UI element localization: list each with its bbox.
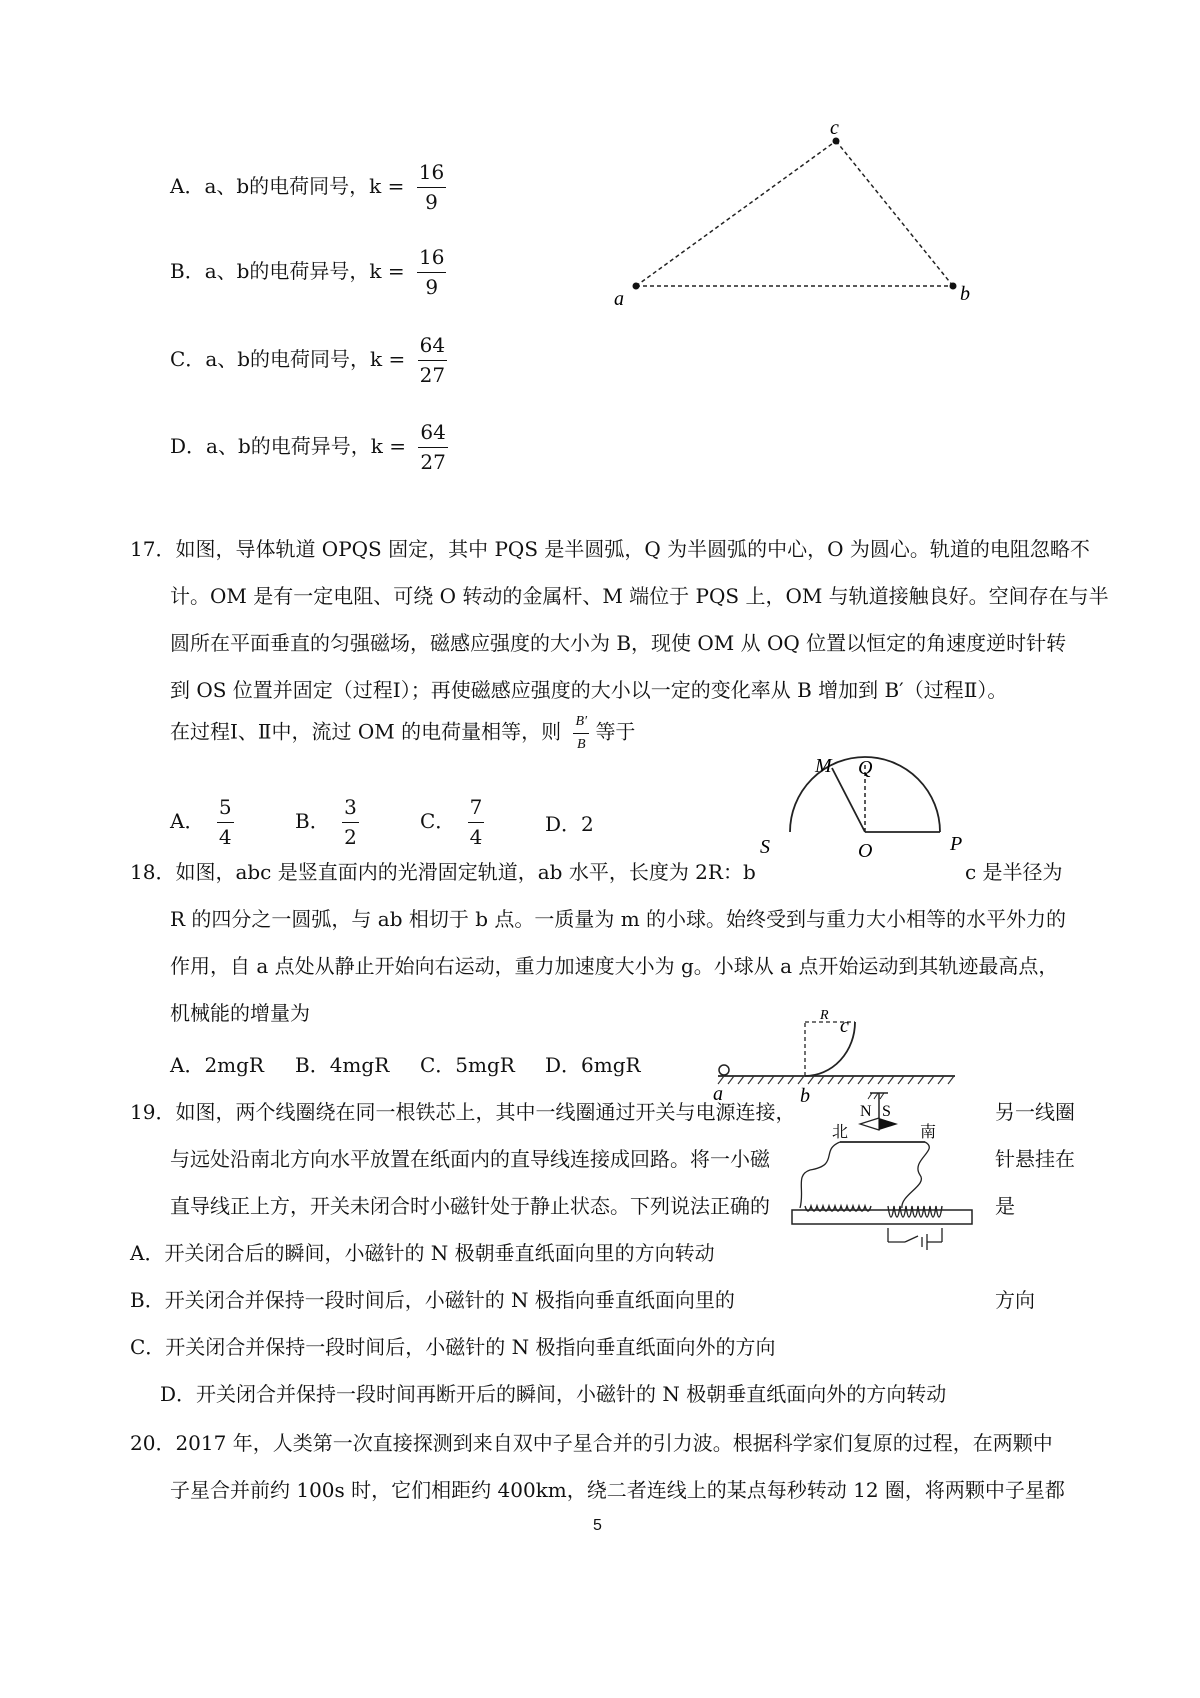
q17-option-b: B． $\frac{3}{2}$ <box>295 795 357 849</box>
q17-semicircle-figure <box>760 755 963 862</box>
point-c-label-18: c <box>840 1015 849 1037</box>
q19-line-3-right: 是 <box>995 1194 1015 1218</box>
q17-line-1: 17．如图，导体轨道 OPQS 固定，其中 PQS 是半圆弧，Q 为半圆弧的中心，O 为圆心。轨道的电阻忽略不 <box>130 537 1090 561</box>
q19-option-d: D．开关闭合并保持一段时间再断开后的瞬间，小磁针的 N 极朝垂直纸面向外的方向转动 <box>160 1382 947 1406</box>
q17-line-5: 在过程Ⅰ、Ⅱ中，流过 OM 的电荷量相等，则 $\frac{B'}{B}$ 等于 <box>170 714 636 752</box>
q16-option-d: D．a、b的电荷异号，k = $\frac{64}{27}$ <box>170 420 446 474</box>
page-number: 5 <box>593 1517 602 1534</box>
south-label: 南 <box>920 1124 937 1141</box>
q19-line-2-right: 针悬挂在 <box>995 1147 1075 1171</box>
q19-coil-figure <box>780 1090 980 1265</box>
point-m-label: M <box>815 755 832 777</box>
needle-n-label: N <box>860 1103 872 1120</box>
q16-triangle-figure <box>600 117 980 340</box>
q19-line-2-left: 与远处沿南北方向水平放置在纸面内的直导线连接成回路。将一小磁 <box>170 1147 770 1171</box>
q18-line-2: R 的四分之一圆弧，与 ab 相切于 b 点。一质量为 m 的小球。始终受到与重力大小相等的水平外力的 <box>170 907 1067 931</box>
q16-option-a: A．a、b的电荷同号，k = $\frac{16}{9}$ <box>170 160 445 214</box>
q18-line-1-left: 18．如图，abc 是竖直面内的光滑固定轨道，ab 水平，长度为 2R：b <box>130 860 756 884</box>
q18-line-1-right: c 是半径为 <box>965 860 1063 884</box>
q18-option-a: A．2mgR <box>170 1053 264 1077</box>
q17-option-c: C． $\frac{7}{4}$ <box>420 795 483 849</box>
q17-option-d: D．2 <box>545 812 594 836</box>
point-a-label: a <box>614 288 624 310</box>
north-label: 北 <box>832 1124 849 1141</box>
q17-line-3: 圆所在平面垂直的匀强磁场，磁感应强度的大小为 B，现使 OM 从 OQ 位置以恒定的角速度逆时针转 <box>170 631 1067 655</box>
q19-option-b-left: B．开关闭合并保持一段时间后，小磁针的 N 极指向垂直纸面向里的 <box>130 1288 735 1312</box>
needle-s-label: S <box>882 1103 891 1120</box>
q19-line-3-left: 直导线正上方，开关未闭合时小磁针处于静止状态。下列说法正确的 <box>170 1194 770 1218</box>
q16-option-c: C．a、b的电荷同号，k = $\frac{64}{27}$ <box>170 333 446 387</box>
q18-option-b: B．4mgR <box>295 1053 390 1077</box>
q20-line-2: 子星合并前约 100s 时，它们相距约 400km，绕二者连线上的某点每秒转动 12 圈，将两颗中子星都 <box>170 1478 1065 1502</box>
q17-option-a: A． $\frac{5}{4}$ <box>170 795 232 849</box>
q18-line-4: 机械能的增量为 <box>170 1001 310 1025</box>
q18-line-3: 作用，自 a 点处从静止开始向右运动，重力加速度大小为 g。小球从 a 点开始运动到其轨迹最高点， <box>170 954 1059 978</box>
q16-option-b: B．a、b的电荷异号，k = $\frac{16}{9}$ <box>170 245 445 299</box>
point-s-label: S <box>760 836 770 858</box>
q19-option-a: A．开关闭合后的瞬间，小磁针的 N 极朝垂直纸面向里的方向转动 <box>130 1241 715 1265</box>
point-o-label: O <box>858 840 873 862</box>
point-b-label: b <box>960 283 970 305</box>
q19-option-c: C．开关闭合并保持一段时间后，小磁针的 N 极指向垂直纸面向外的方向 <box>130 1335 776 1359</box>
radius-r-label: R <box>820 1008 829 1023</box>
q19-option-b-right: 方向 <box>995 1288 1035 1312</box>
q17-line-4: 到 OS 位置并固定（过程Ⅰ）；再使磁感应强度的大小以一定的变化率从 B 增加到 B′（过程Ⅱ）。 <box>170 678 1008 702</box>
point-b-label-18: b <box>800 1085 810 1107</box>
q18-option-d: D．6mgR <box>545 1053 641 1077</box>
point-p-label: P <box>950 833 963 855</box>
q19-line-1-right: 另一线圈 <box>995 1100 1075 1124</box>
q17-line-2: 计。OM 是有一定电阻、可绕 O 转动的金属杆、M 端位于 PQS 上，OM 与轨道接触良好。空间存在与半 <box>170 584 1109 608</box>
q20-line-1: 20．2017 年，人类第一次直接探测到来自双中子星合并的引力波。根据科学家们复原的过程，在两颗中 <box>130 1431 1053 1455</box>
point-c-label: c <box>830 117 839 139</box>
q19-line-1-left: 19．如图，两个线圈绕在同一根铁芯上，其中一线圈通过开关与电源连接， <box>130 1100 796 1124</box>
q18-option-c: C．5mgR <box>420 1053 515 1077</box>
point-a-label-18: a <box>713 1083 723 1105</box>
point-q-label: Q <box>858 757 873 779</box>
